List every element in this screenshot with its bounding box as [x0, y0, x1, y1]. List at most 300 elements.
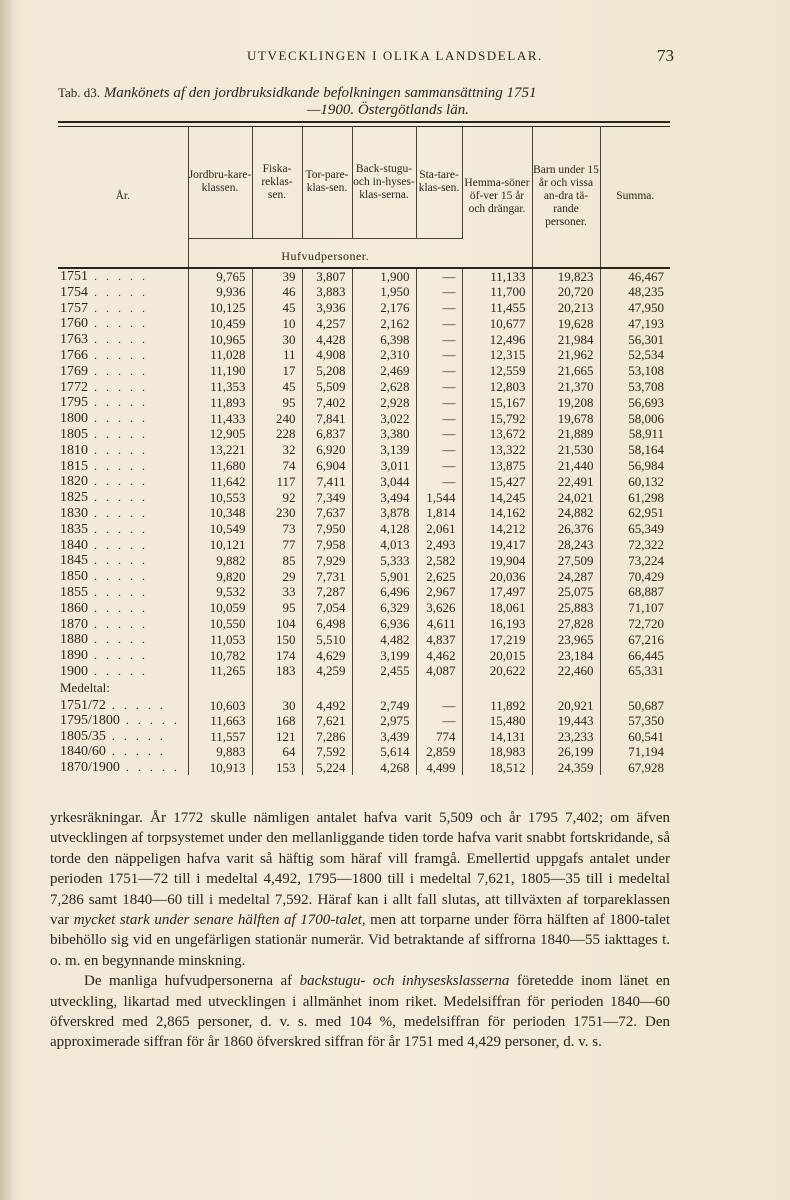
- table-cell: 5,510: [302, 632, 352, 648]
- table-cell: —: [416, 443, 462, 459]
- table-cell: 4,428: [302, 332, 352, 348]
- table-cell: 168: [252, 713, 302, 729]
- table-cell: 23,233: [532, 729, 600, 745]
- row-year-text: 1845: [60, 553, 88, 569]
- table-cell: 7,286: [302, 729, 352, 745]
- table-cell: 13,322: [462, 443, 532, 459]
- table-row: [58, 411, 670, 427]
- paragraph-1-text-end: men att torparne under förra hälften af 1800-talet bibehöllo sig vid en ungefärligen stationär numerär. Vid betraktande af siffrorna 1840—55 iakttages t. o. m. en begynnande minskning.: [50, 912, 671, 969]
- table-cell: 18,983: [462, 744, 532, 760]
- row-year-text: 1825: [60, 490, 88, 506]
- table-cell: 183: [252, 664, 302, 680]
- row-year-text: 1805: [60, 426, 88, 442]
- table-cell: 7,841: [302, 411, 352, 427]
- table-label: Tab. d3.: [58, 85, 101, 100]
- table-cell: 3,494: [352, 490, 416, 506]
- table-cell: 56,301: [628, 331, 664, 347]
- table-cell: 6,398: [352, 332, 416, 348]
- table-cell: 19,823: [532, 268, 600, 285]
- table-cell: 228: [252, 427, 302, 443]
- col-group-header: Hufvudpersoner.: [188, 239, 462, 269]
- table-row: [58, 601, 670, 617]
- table-cell: 24,021: [532, 490, 600, 506]
- paragraph-1-text: yrkesräkningar. År 1772 skulle nämligen antalet hafva varit 5,509 och år 1795 7,402; om äfven utvecklingen af torpsystemet under den mellanliggande tiden torde hafva varit snabbt fortskridande, så torde den näppeligen hafva varit så häftig som häraf vill framgå. Emellertid uppgafs antalet under perioden 1751—72 till i medeltal 4,492, 1795—1800 till i medeltal 7,621, 1805—35 till i medeltal 7,286 samt 1840—60 till i medeltal 7,592. Häraf kan i allt fall slutas, att tillväxten af torpareklassen var: [50, 810, 670, 929]
- table-cell: —: [416, 268, 462, 285]
- table-cell: —: [416, 713, 462, 729]
- table-cell: 4,908: [302, 348, 352, 364]
- table-cell: 10,913: [188, 760, 252, 776]
- table-cell: 29: [252, 569, 302, 585]
- row-year: 1900 . . . . .: [58, 664, 188, 680]
- table-cell: 2,455: [352, 664, 416, 680]
- data-table: [58, 126, 670, 775]
- table-cell: 73,224: [628, 552, 664, 568]
- running-title: UTVECKLINGEN I OLIKA LANDSDELAR.: [246, 48, 543, 63]
- table-row: [58, 553, 670, 569]
- table-cell: 3,807: [302, 268, 352, 285]
- paragraph-1-emphasis: mycket stark under senare hälften af 1700-talet,: [73, 912, 366, 929]
- table-cell: 27,828: [532, 617, 600, 633]
- table-cell: 2,859: [416, 744, 462, 760]
- table-cell: 21,889: [532, 427, 600, 443]
- col-header-jordbruk: Jordbru-kare-klassen.: [188, 126, 252, 239]
- table-cell: 9,532: [188, 585, 252, 601]
- table-cell: 10,550: [188, 617, 252, 633]
- table-cell: 10,059: [188, 601, 252, 617]
- table-cell: 4,257: [302, 316, 352, 332]
- paragraph-2-emphasis: backstugu- och inhyseskslasserna: [299, 973, 510, 990]
- table-cell: 5,333: [352, 553, 416, 569]
- table-row: [58, 585, 670, 601]
- table-cell: 60,541: [628, 728, 664, 744]
- table-cell: 25,883: [532, 601, 600, 617]
- table-cell: 5,509: [302, 380, 352, 396]
- table-cell: 65,331: [628, 663, 664, 679]
- table-cell: 19,417: [462, 538, 532, 554]
- table-cell: 67,928: [628, 759, 664, 775]
- table-cell: 6,837: [302, 427, 352, 443]
- table-title-line1: Mankönets af den jordbruksidkande befolkningen sammansättning 1751: [103, 85, 537, 101]
- table-cell: 66,445: [628, 647, 664, 663]
- table-cell: 10,965: [188, 332, 252, 348]
- empty-cell: [352, 680, 416, 698]
- table-cell: 7,950: [302, 522, 352, 538]
- table-cell: 5,614: [352, 744, 416, 760]
- table-cell: 2,310: [352, 348, 416, 364]
- table-cell: 5,224: [302, 760, 352, 776]
- table-cell: 9,765: [188, 268, 252, 285]
- table-cell: 71,107: [628, 600, 664, 616]
- table-cell: 65,349: [628, 521, 664, 537]
- row-year-text: 1900: [60, 663, 88, 679]
- table-cell: —: [416, 427, 462, 443]
- table-cell: 6,920: [302, 443, 352, 459]
- table-cell: 15,427: [462, 474, 532, 490]
- col-header-torpare: Tor-pare-klas-sen.: [302, 126, 352, 239]
- table-cell: 1,950: [352, 285, 416, 301]
- col-header-backstugu: Back-stugu-och in-hyses-klas-serna.: [352, 126, 416, 239]
- table-row: [58, 490, 670, 506]
- body-text: [50, 808, 670, 1053]
- row-year: 1845 . . . . .: [58, 553, 188, 569]
- table-cell: 11,557: [188, 729, 252, 745]
- table-cell: 7,349: [302, 490, 352, 506]
- table-cell: 21,530: [532, 443, 600, 459]
- table-cell: 12,496: [462, 332, 532, 348]
- table-cell: 3,936: [302, 301, 352, 317]
- row-year: 1825 . . . . .: [58, 490, 188, 506]
- table-cell: 4,629: [302, 648, 352, 664]
- col-header-year: År.: [58, 126, 188, 268]
- averages-label: Medeltal:: [58, 680, 188, 698]
- row-year-text: 1772: [60, 379, 88, 395]
- table-cell: 121: [252, 729, 302, 745]
- table-cell: 32: [252, 443, 302, 459]
- table-cell: 6,329: [352, 601, 416, 617]
- table-cell: 27,509: [532, 553, 600, 569]
- table-row: [58, 632, 670, 648]
- table-cell: 117: [252, 474, 302, 490]
- table-cell: 14,212: [462, 522, 532, 538]
- table-cell: 2,493: [416, 538, 462, 554]
- row-year: 1850 . . . . .: [58, 569, 188, 585]
- row-year-text: 1860: [60, 600, 88, 616]
- table-cell: 39: [252, 268, 302, 285]
- row-year: 1766 . . . . .: [58, 348, 188, 364]
- table-cell: 11,190: [188, 364, 252, 380]
- table-title-line2: —1900. Östergötlands län.: [307, 102, 469, 118]
- table-cell: 53,708: [628, 379, 664, 395]
- gutter-shadow: [0, 0, 14, 1200]
- table-cell: 4,128: [352, 522, 416, 538]
- table-cell: 46,467: [628, 268, 664, 284]
- col-header-fiskare: Fiska-reklas-sen.: [252, 126, 302, 239]
- table-cell: 58,911: [628, 426, 664, 442]
- table-cell: 23,184: [532, 648, 600, 664]
- table-cell: 15,480: [462, 713, 532, 729]
- table-cell: 4,837: [416, 632, 462, 648]
- table-cell: 4,013: [352, 538, 416, 554]
- table-cell: 15,167: [462, 395, 532, 411]
- table-cell: 4,462: [416, 648, 462, 664]
- table-cell: 10,459: [188, 316, 252, 332]
- table-cell: 2,628: [352, 380, 416, 396]
- table-cell: 46: [252, 285, 302, 301]
- table-cell: 12,315: [462, 348, 532, 364]
- table-cell: 26,376: [532, 522, 600, 538]
- row-year-text: 1880: [60, 632, 88, 648]
- table-cell: 24,882: [532, 506, 600, 522]
- row-year: 1805 . . . . .: [58, 427, 188, 443]
- table-cell: 4,268: [352, 760, 416, 776]
- row-year: 1840 . . . . .: [58, 538, 188, 554]
- table-cell: 4,087: [416, 664, 462, 680]
- table-row: [58, 301, 670, 317]
- table-cell: 18,061: [462, 601, 532, 617]
- row-year: 1795/1800 . . . . .: [58, 713, 188, 729]
- row-year-text: 1810: [60, 442, 88, 458]
- table-cell: 11,892: [462, 698, 532, 714]
- table-cell: 18,512: [462, 760, 532, 776]
- table-cell: 14,131: [462, 729, 532, 745]
- table-row: [58, 474, 670, 490]
- table-cell: 9,820: [188, 569, 252, 585]
- table-cell: 20,921: [532, 698, 600, 714]
- table-cell: 10,549: [188, 522, 252, 538]
- table-cell: 11,433: [188, 411, 252, 427]
- table-cell: 5,208: [302, 364, 352, 380]
- table-cell: 21,962: [532, 348, 600, 364]
- table-cell: 23,965: [532, 632, 600, 648]
- row-year: 1757 . . . . .: [58, 301, 188, 317]
- table-cell: —: [416, 332, 462, 348]
- table-cell: 153: [252, 760, 302, 776]
- table-cell: 16,193: [462, 617, 532, 633]
- row-year: 1751 . . . . .: [58, 268, 188, 285]
- table-cell: 22,491: [532, 474, 600, 490]
- table-cell: 19,208: [532, 395, 600, 411]
- row-year: 1810 . . . . .: [58, 443, 188, 459]
- row-year: 1830 . . . . .: [58, 506, 188, 522]
- table-cell: 11,133: [462, 268, 532, 285]
- table-cell: 13,875: [462, 459, 532, 475]
- table-cell: 11,353: [188, 380, 252, 396]
- table-cell: 9,936: [188, 285, 252, 301]
- table-row: [58, 332, 670, 348]
- table-cell: 14,162: [462, 506, 532, 522]
- running-head: [0, 46, 790, 68]
- table-cell: 4,499: [416, 760, 462, 776]
- table-cell: 57,350: [628, 713, 664, 729]
- table-cell: 2,176: [352, 301, 416, 317]
- table-row: [58, 760, 670, 776]
- table-cell: —: [416, 364, 462, 380]
- table-cell: 11,455: [462, 301, 532, 317]
- table-cell: 240: [252, 411, 302, 427]
- table-row: [58, 364, 670, 380]
- row-year-text: 1840/60: [60, 744, 106, 760]
- paragraph-2: [50, 971, 670, 1053]
- table-cell: 95: [252, 395, 302, 411]
- table-cell: 12,803: [462, 380, 532, 396]
- table-row: [58, 569, 670, 585]
- table-cell: 11,700: [462, 285, 532, 301]
- empty-cell: [600, 680, 670, 698]
- table-row: [58, 380, 670, 396]
- table-cell: 47,193: [628, 315, 664, 331]
- table-cell: 7,287: [302, 585, 352, 601]
- row-year-text: 1754: [60, 284, 88, 300]
- table-row: [58, 285, 670, 301]
- table-cell: —: [416, 411, 462, 427]
- table-cell: 6,496: [352, 585, 416, 601]
- table-cell: 30: [252, 698, 302, 714]
- table-cell: 2,967: [416, 585, 462, 601]
- table-cell: 14,245: [462, 490, 532, 506]
- table-cell: —: [416, 285, 462, 301]
- table-cell: —: [416, 698, 462, 714]
- table-cell: 11,642: [188, 474, 252, 490]
- table-cell: 71,194: [628, 744, 664, 760]
- table-cell: 3,380: [352, 427, 416, 443]
- table-cell: 9,882: [188, 553, 252, 569]
- table-cell: 95: [252, 601, 302, 617]
- row-year-text: 1795/1800: [60, 713, 120, 729]
- table-cell: 53,108: [628, 363, 664, 379]
- table-cell: 230: [252, 506, 302, 522]
- table-cell: 21,984: [532, 332, 600, 348]
- table-cell: —: [416, 474, 462, 490]
- table-cell: 50,687: [628, 697, 664, 713]
- table-cell: 10,782: [188, 648, 252, 664]
- table-cell: 11,028: [188, 348, 252, 364]
- table-row: [58, 268, 670, 285]
- row-year-text: 1763: [60, 332, 88, 348]
- table-row: [58, 617, 670, 633]
- table-row: [58, 713, 670, 729]
- table-cell: 56,693: [628, 394, 664, 410]
- paragraph-1: [50, 808, 670, 971]
- row-year: 1751/72 . . . . .: [58, 698, 188, 714]
- table-row: [58, 443, 670, 459]
- table-cell: 62,951: [628, 505, 664, 521]
- table-cell: 2,582: [416, 553, 462, 569]
- empty-cell: [532, 680, 600, 698]
- table-cell: 48,235: [628, 284, 664, 300]
- table-cell: 45: [252, 380, 302, 396]
- table-cell: 4,259: [302, 664, 352, 680]
- row-year-text: 1795: [60, 395, 88, 411]
- table-cell: 2,061: [416, 522, 462, 538]
- table-cell: 1,900: [352, 268, 416, 285]
- table-cell: 104: [252, 617, 302, 633]
- table-cell: 17: [252, 364, 302, 380]
- table-cell: 10,603: [188, 698, 252, 714]
- row-year: 1860 . . . . .: [58, 601, 188, 617]
- table-cell: 2,975: [352, 713, 416, 729]
- table-cell: 2,928: [352, 395, 416, 411]
- table-row: [58, 648, 670, 664]
- row-year-text: 1815: [60, 458, 88, 474]
- table-cell: —: [416, 395, 462, 411]
- table-cell: 774: [416, 729, 462, 745]
- table-cell: 10,121: [188, 538, 252, 554]
- table-cell: —: [416, 459, 462, 475]
- table-body: [58, 268, 670, 775]
- table-cell: 21,665: [532, 364, 600, 380]
- table-cell: 3,044: [352, 474, 416, 490]
- table-cell: 11,265: [188, 664, 252, 680]
- row-year-text: 1855: [60, 584, 88, 600]
- table-cell: 7,621: [302, 713, 352, 729]
- row-year-text: 1890: [60, 648, 88, 664]
- table-cell: 12,905: [188, 427, 252, 443]
- table-cell: 17,219: [462, 632, 532, 648]
- row-year-text: 1757: [60, 300, 88, 316]
- row-year-text: 1769: [60, 363, 88, 379]
- table-cell: 19,678: [532, 411, 600, 427]
- table-cell: 4,492: [302, 698, 352, 714]
- table-cell: 19,443: [532, 713, 600, 729]
- row-year: 1870 . . . . .: [58, 617, 188, 633]
- row-year: 1835 . . . . .: [58, 522, 188, 538]
- table-cell: 4,611: [416, 617, 462, 633]
- row-year-text: 1751/72: [60, 697, 106, 713]
- col-header-statare: Sta-tare-klas-sen.: [416, 126, 462, 239]
- table-cell: 4,482: [352, 632, 416, 648]
- table-cell: 7,054: [302, 601, 352, 617]
- table-cell: 21,440: [532, 459, 600, 475]
- table-cell: 6,498: [302, 617, 352, 633]
- empty-cell: [302, 680, 352, 698]
- table-cell: 3,878: [352, 506, 416, 522]
- row-year: 1805/35 . . . . .: [58, 729, 188, 745]
- table-row: [58, 316, 670, 332]
- row-year-text: 1805/35: [60, 728, 106, 744]
- table-cell: 11,053: [188, 632, 252, 648]
- table-cell: 10: [252, 316, 302, 332]
- row-year-text: 1830: [60, 505, 88, 521]
- table-cell: 7,731: [302, 569, 352, 585]
- table-cell: 28,243: [532, 538, 600, 554]
- row-year: 1815 . . . . .: [58, 459, 188, 475]
- row-year: 1795 . . . . .: [58, 395, 188, 411]
- table-cell: 3,022: [352, 411, 416, 427]
- table-cell: 7,637: [302, 506, 352, 522]
- page-number: 73: [657, 46, 674, 65]
- table-cell: 3,199: [352, 648, 416, 664]
- table-cell: 25,075: [532, 585, 600, 601]
- table-row: [58, 729, 670, 745]
- table-cell: 174: [252, 648, 302, 664]
- row-year-text: 1850: [60, 569, 88, 585]
- table-cell: 58,164: [628, 442, 664, 458]
- col-header-hemmasoner: Hemma-söner öf-ver 15 år och drängar.: [462, 126, 532, 268]
- table-cell: 7,402: [302, 395, 352, 411]
- table-cell: 1,544: [416, 490, 462, 506]
- row-year: 1855 . . . . .: [58, 585, 188, 601]
- table-cell: 20,720: [532, 285, 600, 301]
- averages-section-row: [58, 680, 670, 698]
- table-cell: 13,221: [188, 443, 252, 459]
- row-year: 1763 . . . . .: [58, 332, 188, 348]
- table-cell: 11,680: [188, 459, 252, 475]
- empty-cell: [252, 680, 302, 698]
- table-cell: —: [416, 301, 462, 317]
- row-year: 1880 . . . . .: [58, 632, 188, 648]
- row-year-text: 1840: [60, 537, 88, 553]
- table-cell: 7,958: [302, 538, 352, 554]
- table-cell: 12,559: [462, 364, 532, 380]
- row-year-text: 1800: [60, 411, 88, 427]
- table-cell: 9,883: [188, 744, 252, 760]
- row-year-text: 1760: [60, 316, 88, 332]
- table-cell: 10,677: [462, 316, 532, 332]
- table-cell: 2,625: [416, 569, 462, 585]
- table-cell: 5,901: [352, 569, 416, 585]
- table-cell: 26,199: [532, 744, 600, 760]
- table-cell: 10,125: [188, 301, 252, 317]
- row-year: 1820 . . . . .: [58, 474, 188, 490]
- table-cell: 6,904: [302, 459, 352, 475]
- table-cell: 17,497: [462, 585, 532, 601]
- table-row: [58, 459, 670, 475]
- table-row: [58, 664, 670, 680]
- row-year: 1800 . . . . .: [58, 411, 188, 427]
- row-year-text: 1751: [60, 269, 88, 284]
- table-cell: 20,036: [462, 569, 532, 585]
- table-cell: 74: [252, 459, 302, 475]
